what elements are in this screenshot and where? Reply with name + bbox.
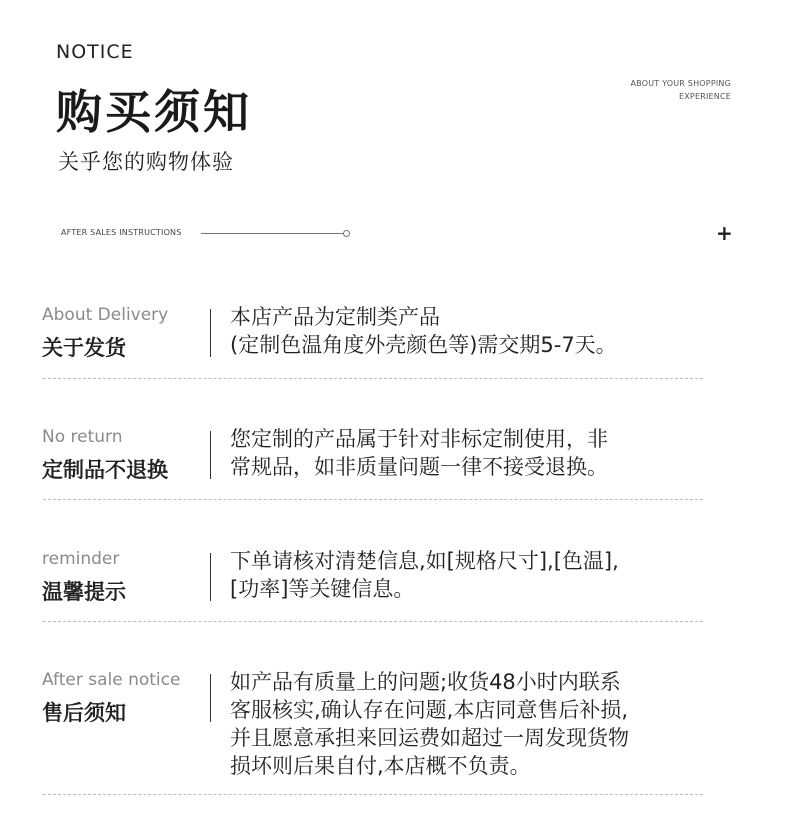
plus-icon: + (716, 221, 733, 245)
section-cn-title: 温馨提示 (42, 580, 126, 604)
section-text-line: 下单请核对清楚信息,如[规格尺寸],[色温], (230, 549, 619, 573)
section-en-title: No return (42, 427, 123, 447)
section-text-line: 客服核实,确认存在问题,本店同意售后补损, (230, 698, 629, 722)
section-divider (43, 794, 703, 795)
section-divider (43, 378, 703, 379)
section-vertical-bar (210, 309, 211, 357)
section-en-title: After sale notice (42, 670, 181, 690)
section-en-title: About Delivery (42, 305, 169, 325)
section-vertical-bar (210, 431, 211, 479)
section-text-line: 您定制的产品属于针对非标定制使用，非 (230, 427, 608, 451)
section-cn-title: 定制品不退换 (42, 458, 168, 482)
about-caption-line-1: ABOUT YOUR SHOPPING (630, 79, 731, 88)
section-vertical-bar (210, 553, 211, 601)
page-title: 购买须知 (56, 85, 252, 139)
divider-end-dot-icon (343, 230, 350, 237)
section-cn-title: 关于发货 (42, 336, 126, 360)
section-vertical-bar (210, 674, 211, 722)
about-shopping-caption (531, 77, 731, 103)
about-caption-line-2: EXPERIENCE (678, 92, 731, 101)
notice-label: NOTICE (56, 41, 134, 63)
section-text (230, 668, 710, 780)
section-divider (43, 621, 703, 622)
section-text (230, 303, 710, 359)
section-text-line: (定制色温角度外壳颜色等)需交期5-7天。 (230, 333, 617, 357)
section-cn-title: 售后须知 (42, 701, 126, 725)
section-text-line: 本店产品为定制类产品 (230, 305, 440, 329)
section-text (230, 425, 710, 481)
section-text-line: 如产品有质量上的问题;收货48小时内联系 (230, 670, 621, 694)
section-divider (43, 499, 703, 500)
section-text-line: 并且愿意承担来回运费如超过一周发现货物 (230, 726, 629, 750)
after-sales-label: AFTER SALES INSTRUCTIONS (61, 228, 182, 237)
section-en-title: reminder (42, 549, 120, 569)
section-text-line: [功率]等关键信息。 (230, 577, 415, 601)
page-subtitle: 关乎您的购物体验 (58, 150, 234, 174)
section-text (230, 547, 710, 603)
after-sales-divider (201, 233, 343, 234)
section-text-line: 损坏则后果自付,本店概不负责。 (230, 754, 531, 778)
section-text-line: 常规品，如非质量问题一律不接受退换。 (230, 455, 608, 479)
